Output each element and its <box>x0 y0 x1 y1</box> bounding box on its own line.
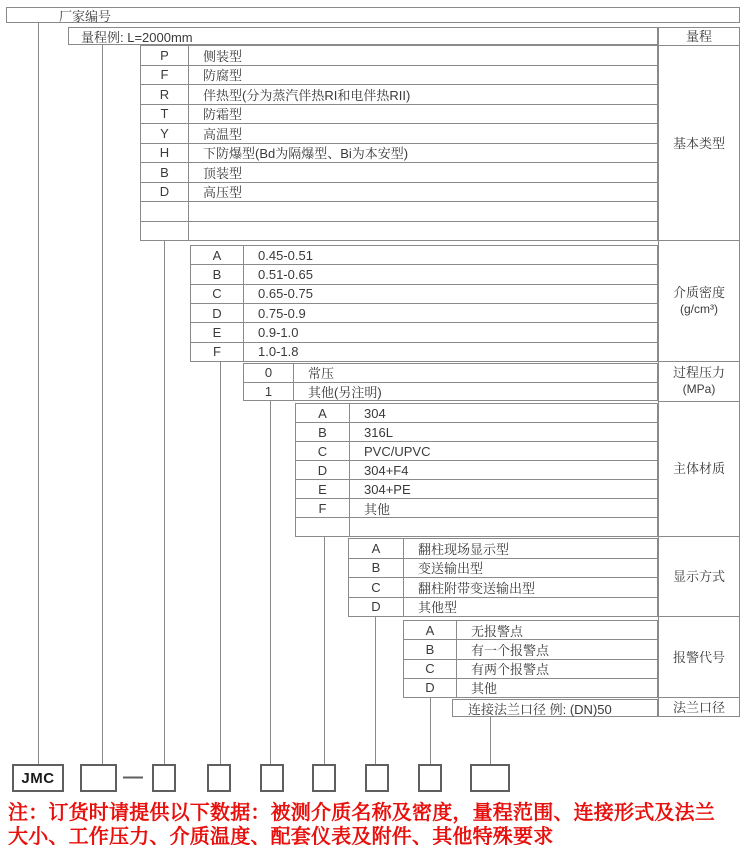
option-row <box>244 364 657 383</box>
option-code: 1 <box>244 383 294 401</box>
option-row <box>141 66 657 86</box>
option-desc: 其他 <box>471 681 498 697</box>
option-code: B <box>349 559 404 578</box>
section-body-material <box>295 403 658 537</box>
label-medium-density <box>659 241 739 362</box>
option-row <box>141 163 657 183</box>
label-basic-type <box>659 46 739 241</box>
label-medium-density-unit: (g/cm³) <box>680 302 718 317</box>
model-prefix: JMC <box>21 769 55 787</box>
flange-size-label: 连接法兰口径 例: (DN)50 <box>468 701 612 717</box>
model-code-box <box>152 764 176 792</box>
option-code: C <box>296 442 350 460</box>
option-code: D <box>296 461 350 479</box>
option-row <box>349 559 657 579</box>
model-code-box <box>418 764 442 792</box>
option-code: C <box>191 285 244 303</box>
option-row <box>349 598 657 617</box>
option-desc: 侧装型 <box>203 48 243 64</box>
order-note-line2: 大小、工作压力、介质温度、配套仪表及附件、其他特殊要求 <box>8 826 554 845</box>
option-row <box>191 265 657 284</box>
option-desc: 其他(另注明) <box>308 384 382 400</box>
connector-line <box>490 717 491 765</box>
flange-row <box>452 699 658 717</box>
option-code: P <box>141 46 189 65</box>
section-process-pressure <box>243 363 658 401</box>
option-row <box>404 621 657 640</box>
option-desc: PVC/UPVC <box>364 443 431 459</box>
option-code: D <box>404 679 457 697</box>
model-code-box <box>260 764 284 792</box>
option-desc: 防霜型 <box>203 107 243 123</box>
option-row <box>191 285 657 304</box>
option-code: Y <box>141 124 189 143</box>
option-code: B <box>141 163 189 182</box>
label-body-material <box>659 402 739 537</box>
option-code: B <box>404 640 457 658</box>
option-row <box>141 124 657 144</box>
option-row <box>296 480 657 499</box>
connector-line <box>324 537 325 765</box>
label-range-text: 量程 <box>685 28 712 44</box>
option-code: T <box>141 105 189 124</box>
option-desc: 有一个报警点 <box>471 642 550 658</box>
option-code: E <box>191 323 244 341</box>
label-process-pressure-text: 过程压力 <box>672 365 725 381</box>
option-row <box>296 423 657 442</box>
option-row <box>141 222 657 241</box>
option-row <box>404 640 657 659</box>
option-row <box>191 343 657 361</box>
option-row <box>296 461 657 480</box>
option-desc: 高温型 <box>203 126 243 142</box>
section-alarm-code <box>403 620 658 698</box>
section-basic-type <box>140 45 658 241</box>
option-code: F <box>296 499 350 517</box>
option-code: A <box>404 621 457 639</box>
range-row <box>68 27 658 45</box>
option-desc: 304 <box>364 405 386 421</box>
order-note-line1: 注：订货时请提供以下数据：被测介质名称及密度，量程范围、连接形式及法兰 <box>8 802 715 824</box>
model-code-box <box>365 764 389 792</box>
option-desc: 翻柱附带变送输出型 <box>418 580 536 596</box>
option-code: B <box>296 423 350 441</box>
option-code: A <box>191 246 244 264</box>
connector-line <box>38 23 39 765</box>
model-prefix-box <box>12 764 64 792</box>
label-process-pressure <box>659 362 739 402</box>
option-row <box>404 679 657 697</box>
option-desc: 304+F4 <box>364 462 409 478</box>
option-code: A <box>296 404 350 422</box>
model-code-box <box>312 764 336 792</box>
option-row <box>404 660 657 679</box>
option-code: C <box>349 578 404 597</box>
option-row <box>296 404 657 423</box>
option-row <box>141 202 657 222</box>
option-code <box>141 222 189 241</box>
category-label-column <box>658 27 740 717</box>
label-flange-size-text: 法兰口径 <box>672 699 725 715</box>
option-desc: 0.51-0.65 <box>258 266 313 282</box>
option-desc: 其他型 <box>418 600 458 616</box>
option-row <box>244 383 657 401</box>
option-desc: 防腐型 <box>203 68 243 84</box>
model-code-box <box>470 764 510 792</box>
option-desc: 无报警点 <box>471 623 524 639</box>
option-code: F <box>141 66 189 85</box>
option-desc: 304+PE <box>364 481 411 497</box>
option-row <box>141 46 657 66</box>
connector-line <box>270 401 271 765</box>
option-desc <box>189 222 657 241</box>
connector-line <box>220 362 221 765</box>
option-desc: 0.75-0.9 <box>258 305 306 321</box>
option-row <box>296 518 657 536</box>
label-alarm-code <box>659 617 739 698</box>
option-row <box>191 323 657 342</box>
label-body-material-text: 主体材质 <box>672 461 725 477</box>
option-code <box>141 202 189 221</box>
label-alarm-code-text: 报警代号 <box>672 649 725 665</box>
option-code: 0 <box>244 364 294 382</box>
option-code: E <box>296 480 350 498</box>
option-desc: 有两个报警点 <box>471 662 550 678</box>
section-medium-density <box>190 245 658 362</box>
option-desc: 0.9-1.0 <box>258 324 299 340</box>
option-row <box>191 246 657 265</box>
option-code: H <box>141 144 189 163</box>
option-desc: 0.65-0.75 <box>258 286 313 302</box>
label-flange-size <box>659 698 739 716</box>
range-example-label: 量程例: L=2000mm <box>81 29 193 45</box>
option-code <box>296 518 350 536</box>
option-code: C <box>404 660 457 678</box>
option-desc: 316L <box>364 424 393 440</box>
label-display-mode <box>659 537 739 618</box>
option-desc: 伴热型(分为蒸汽伴热RI和电伴热RII) <box>203 87 411 103</box>
option-row <box>141 105 657 125</box>
option-desc: 翻柱现场显示型 <box>418 541 510 557</box>
option-desc: 常压 <box>308 366 335 382</box>
manufacturer-row <box>6 7 740 23</box>
option-code: A <box>349 539 404 558</box>
option-row <box>296 442 657 461</box>
option-row <box>349 539 657 559</box>
option-row <box>296 499 657 518</box>
model-code-box <box>80 764 117 792</box>
connector-line <box>430 698 431 765</box>
option-row <box>349 578 657 598</box>
option-code: D <box>191 304 244 322</box>
option-row <box>141 144 657 164</box>
connector-line <box>375 617 376 765</box>
label-range <box>659 28 739 46</box>
option-code: D <box>349 598 404 617</box>
connector-line <box>164 241 165 765</box>
option-code: F <box>191 343 244 361</box>
label-basic-type-text: 基本类型 <box>672 135 725 151</box>
option-row <box>141 183 657 203</box>
manufacturer-label: 厂家编号 <box>59 8 112 24</box>
option-desc: 变送输出型 <box>418 561 484 577</box>
option-desc: 其他 <box>364 501 391 517</box>
option-desc: 下防爆型(Bd为隔爆型、Bi为本安型) <box>203 146 409 162</box>
option-desc: 1.0-1.8 <box>258 344 299 360</box>
option-desc <box>189 202 657 221</box>
option-row <box>141 85 657 105</box>
option-row <box>191 304 657 323</box>
label-display-mode-text: 显示方式 <box>672 568 725 584</box>
option-desc: 0.45-0.51 <box>258 247 313 263</box>
option-desc: 高压型 <box>203 185 243 201</box>
dash-separator: — <box>123 766 143 788</box>
label-medium-density-text: 介质密度 <box>672 285 725 301</box>
model-code-box <box>207 764 231 792</box>
label-process-pressure-unit: (MPa) <box>682 382 716 397</box>
option-desc: 顶装型 <box>203 165 243 181</box>
option-code: D <box>141 183 189 202</box>
option-code: B <box>191 265 244 283</box>
connector-line <box>102 45 103 765</box>
section-display-mode <box>348 538 658 617</box>
option-code: R <box>141 85 189 104</box>
option-desc <box>350 518 657 536</box>
